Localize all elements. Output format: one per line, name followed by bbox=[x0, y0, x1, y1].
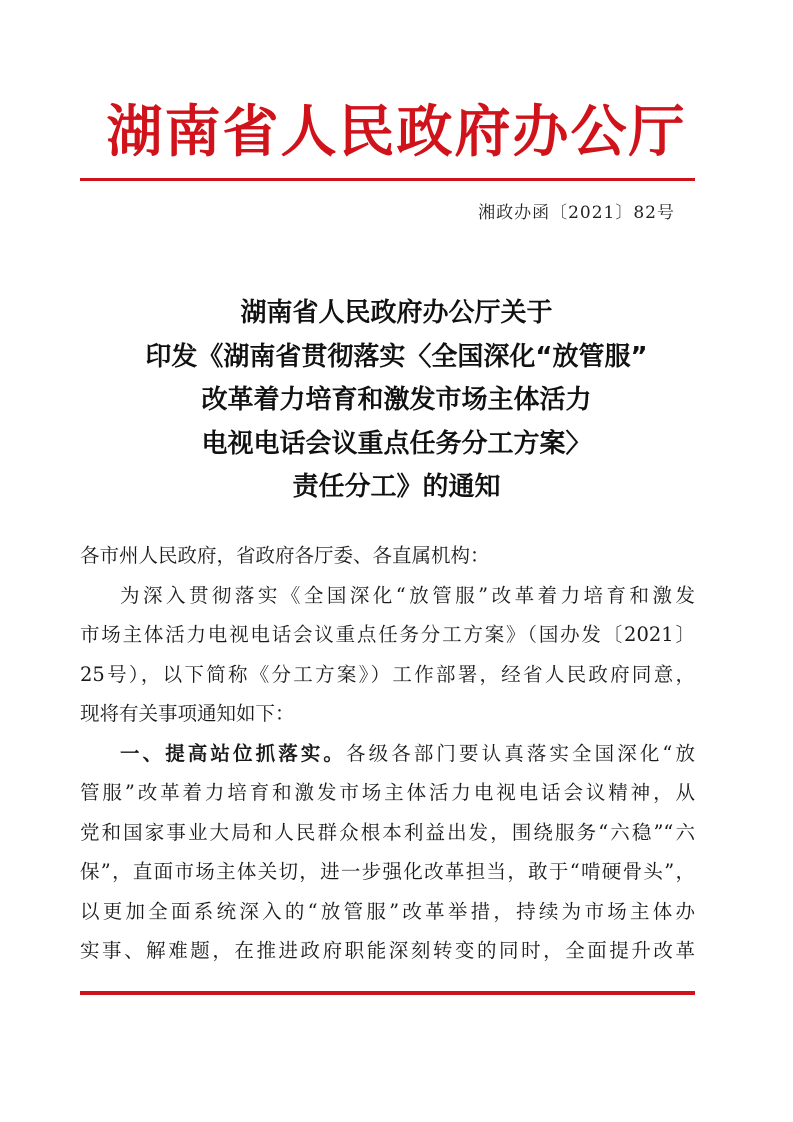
title-line: 电视电话会议重点任务分工方案〉 bbox=[201, 428, 592, 459]
paragraph-line: 为深入贯彻落实《全国深化“放管服”改革着力培育和激发 bbox=[120, 583, 695, 607]
paragraph-line: 25号），以下简称《分工方案》）工作部署，经省人民政府同意， bbox=[80, 662, 695, 686]
paragraph-line: 现将有关事项通知如下： bbox=[80, 702, 295, 725]
title-line: 责任分工》的通知 bbox=[292, 472, 501, 502]
paragraph-line: 市场主体活力电视电话会议重点任务分工方案》（国办发〔2021〕 bbox=[80, 623, 695, 646]
header-red-rule bbox=[80, 178, 695, 181]
paragraph-line: 管服”改革着力培育和激发市场主体活力电视电话会议精神，从 bbox=[80, 781, 695, 804]
footer-red-rule bbox=[80, 991, 695, 995]
notice-title bbox=[0, 292, 793, 510]
title-line: 印发《湖南省贯彻落实〈全国深化“放管服” bbox=[145, 341, 648, 372]
paragraph-line: 实事、解难题，在推进政府职能深刻转变的同时，全面提升改革 bbox=[80, 939, 695, 962]
issuing-org-title: 湖南省人民政府办公厅 bbox=[106, 99, 687, 165]
title-line: 改革着力培育和激发市场主体活力 bbox=[201, 385, 592, 415]
paragraph-line: 以更加全面系统深入的“放管服”改革举措，持续为市场主体办 bbox=[80, 899, 695, 923]
section-1-text: 各级各部门要认真落实全国深化“放 bbox=[346, 741, 695, 765]
notice-body bbox=[80, 536, 695, 971]
section-1-heading: 一、提高站位抓落实。 bbox=[120, 741, 347, 765]
paragraph-line: 保”，直面市场主体关切，进一步强化改革担当，敢于“啃硬骨头”， bbox=[80, 860, 695, 883]
paragraph-line: 党和国家事业大局和人民群众根本利益出发，围绕服务“六稳”“六 bbox=[80, 820, 695, 844]
document-number: 湘政办函〔2021〕82号 bbox=[478, 203, 675, 223]
salutation: 各市州人民政府，省政府各厅委、各直属机构： bbox=[80, 544, 490, 567]
title-line: 湖南省人民政府办公厅关于 bbox=[240, 298, 553, 328]
section-1-first-line bbox=[80, 734, 695, 774]
